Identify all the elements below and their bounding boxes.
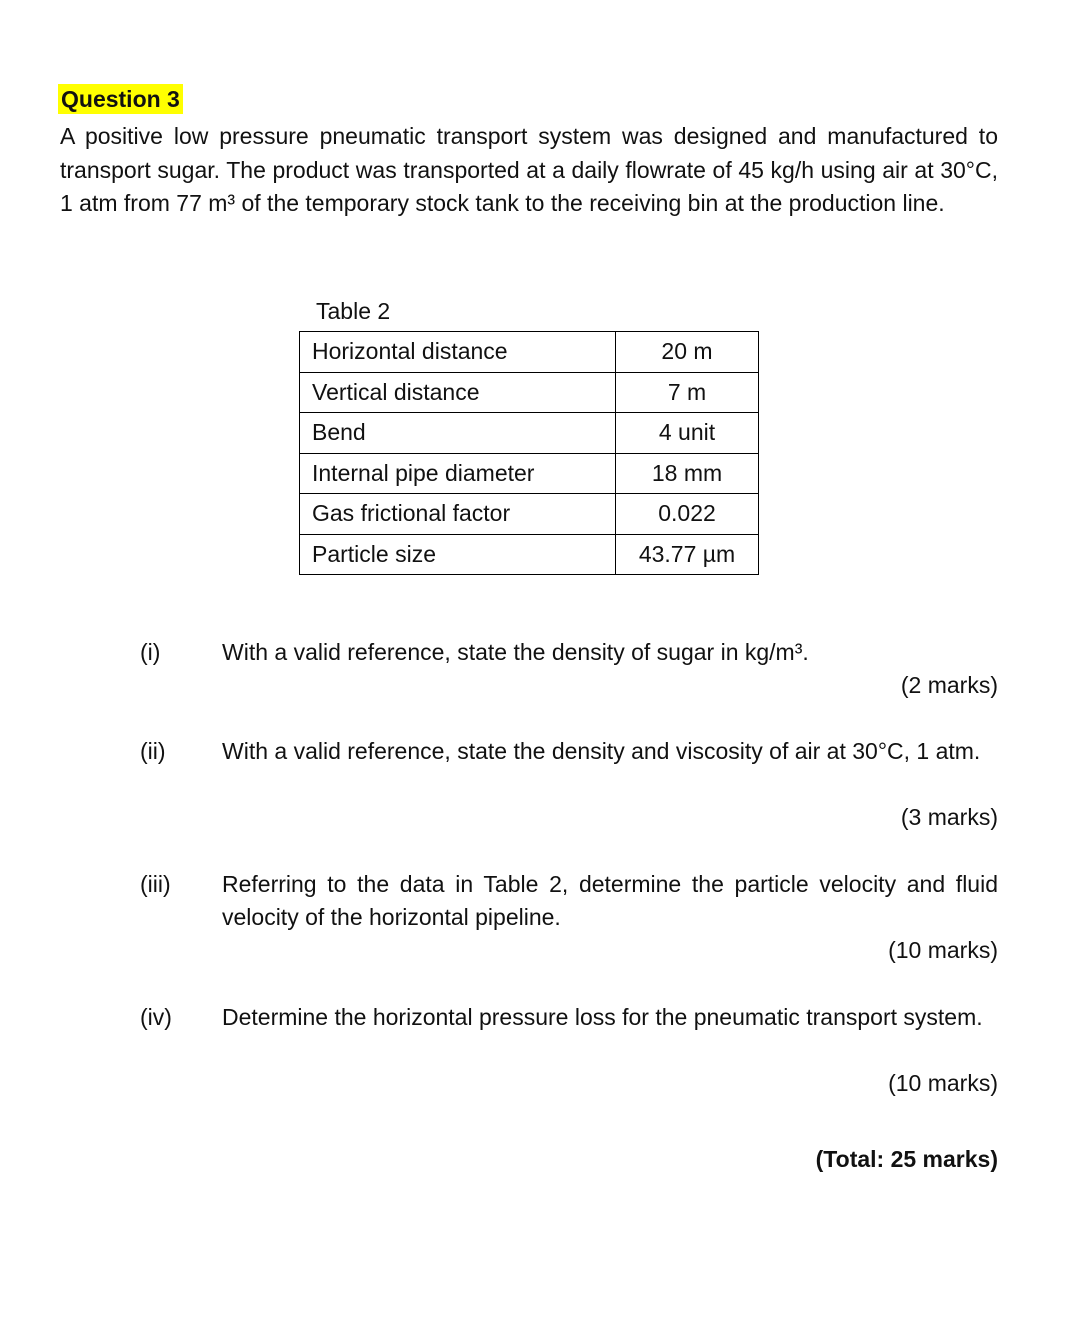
- table-row: [300, 453, 759, 494]
- table-cell-value: 43.77 µm: [616, 534, 759, 575]
- subquestion-number: (i): [140, 639, 161, 665]
- table-cell-parameter: Vertical distance: [300, 372, 616, 413]
- table-row: [300, 372, 759, 413]
- table-cell-parameter: Particle size: [300, 534, 616, 575]
- table-row: [300, 494, 759, 535]
- table-cell-parameter: Gas frictional factor: [300, 494, 616, 535]
- subquestion-number: (iii): [140, 871, 171, 897]
- total-marks: (Total: 25 marks): [815, 1146, 998, 1172]
- subquestion-text: With a valid reference, state the density and viscosity of air at 30°C, 1 atm.: [222, 738, 981, 764]
- table-cell-value: 18 mm: [616, 453, 759, 494]
- table-row: [300, 413, 759, 454]
- question-title: Question 3: [58, 84, 183, 114]
- table-cell-value: 4 unit: [616, 413, 759, 454]
- table-row: [300, 332, 759, 373]
- subquestion-marks: (10 marks): [888, 1070, 998, 1096]
- subquestion-text: Referring to the data in Table 2, determine the particle velocity and fluid velocity of the horizontal pipeline.: [222, 871, 998, 930]
- subquestion-number: (iv): [140, 1004, 172, 1030]
- subquestion-marks: (3 marks): [900, 804, 998, 830]
- table-cell-value: 7 m: [616, 372, 759, 413]
- table-caption: Table 2: [316, 298, 391, 324]
- table-cell-parameter: Horizontal distance: [300, 332, 616, 373]
- table-cell-value: 0.022: [616, 494, 759, 535]
- subquestion-number: (ii): [140, 738, 166, 764]
- subquestion-marks: (2 marks): [900, 672, 998, 698]
- data-table: [299, 331, 759, 575]
- subquestion-marks: (10 marks): [888, 937, 998, 963]
- table-cell-parameter: Internal pipe diameter: [300, 453, 616, 494]
- subquestion-text: Determine the horizontal pressure loss for the pneumatic transport system.: [222, 1004, 983, 1030]
- subquestion-text: With a valid reference, state the density of sugar in kg/m³.: [222, 639, 809, 665]
- table-cell-parameter: Bend: [300, 413, 616, 454]
- table-cell-value: 20 m: [616, 332, 759, 373]
- table-row: [300, 534, 759, 575]
- question-intro: A positive low pressure pneumatic transport system was designed and manufactured to transport sugar. The product was transported at a daily flowrate of 45 kg/h using air at 30°C, 1 atm from 77 m³ of the temporary stock tank to the receiving bin at the production line.: [60, 123, 998, 216]
